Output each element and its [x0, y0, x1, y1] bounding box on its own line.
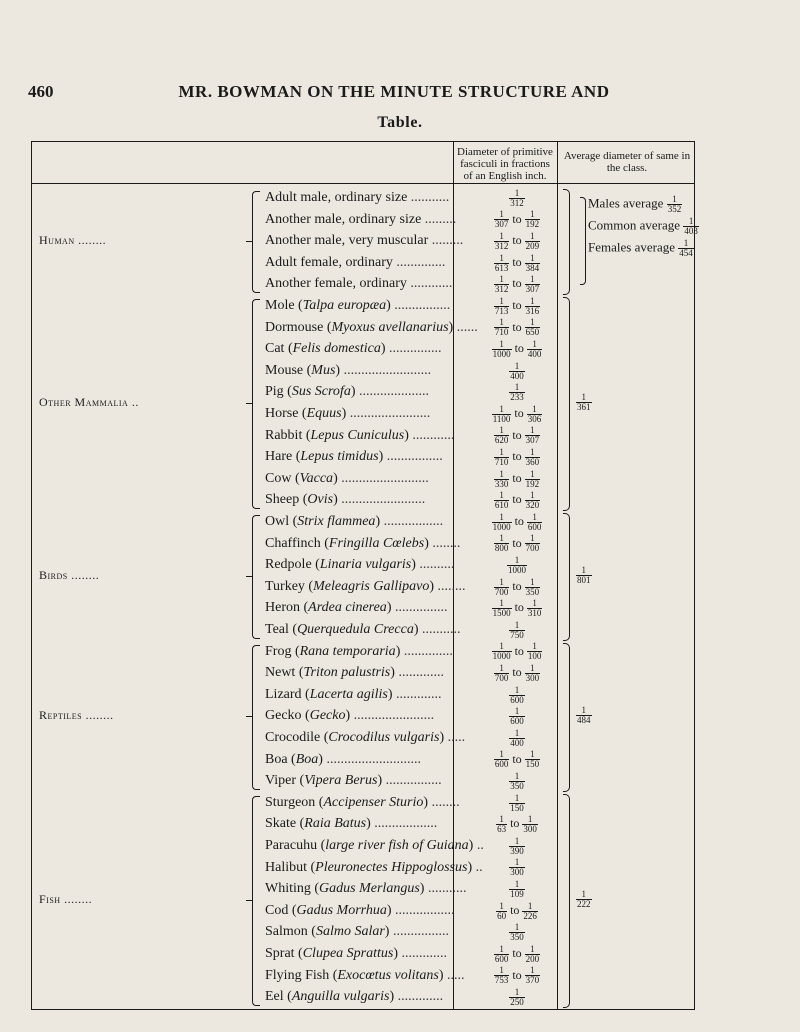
fraction: $\frac{1}{800}$ [494, 533, 509, 554]
species-name: Eel (Anguilla vulgaris) ............. [265, 989, 444, 1005]
fraction: $\frac{1}{306}$ [527, 403, 542, 424]
diameter-value: $\frac{1}{60}$ to $\frac{1}{226}$ [497, 900, 537, 921]
species-name: Whiting (Gadus Merlangus) ........... [265, 881, 467, 897]
table-row [32, 857, 696, 878]
diameter-value: $\frac{1}{600}$ to $\frac{1}{200}$ [494, 943, 540, 964]
species-name: Horse (Equus) ....................... [265, 406, 431, 421]
fraction: $\frac{1}{360}$ [525, 446, 540, 467]
diameter-value: $\frac{1}{713}$ to $\frac{1}{316}$ [494, 295, 540, 316]
group-label: Birds ........ [39, 567, 100, 582]
average-brace [563, 189, 570, 295]
human-sub-average: Males average $\frac{1}{352}$ [588, 194, 682, 214]
table-row [32, 468, 696, 489]
species-name: Halibut (Pleuronectes Hippoglossus) .. [265, 859, 483, 875]
table-row [32, 792, 696, 813]
species-name: Rabbit (Lepus Cuniculus) ............ [265, 427, 455, 443]
fraction: $\frac{1}{150}$ [510, 792, 524, 813]
average-brace [563, 513, 570, 641]
species-name: Adult male, ordinary size ........... [265, 190, 450, 205]
group-label: Reptiles ........ [39, 708, 114, 723]
table-row [32, 705, 696, 726]
table-row [32, 317, 696, 338]
diameter-value [457, 921, 577, 942]
running-title: MR. BOWMAN ON THE MINUTE STRUCTURE AND [178, 82, 610, 101]
fraction: $\frac{1}{307}$ [494, 209, 509, 230]
fraction: $\frac{1}{192}$ [525, 468, 540, 489]
fraction: $\frac{1}{403}$ [684, 216, 698, 236]
group-label: Other Mammalia .. [39, 395, 139, 409]
species-name: Mole (Talpa europæa) ................ [265, 298, 451, 313]
species-name: Viper (Vipera Berus) ................ [265, 773, 442, 789]
species-name: Crocodile (Crocodilus vulgaris) ..... [265, 730, 466, 745]
table-row [32, 338, 696, 359]
fraction: $\frac{1}{713}$ [494, 295, 509, 316]
average-brace [563, 643, 570, 792]
class-average [576, 566, 592, 585]
table-row [32, 986, 696, 1007]
species-name: Frog (Rana temporaria) .............. [265, 643, 453, 659]
page-number: 460 [28, 82, 54, 101]
diameter-value [457, 684, 577, 705]
fraction: $\frac{1}{316}$ [525, 295, 540, 316]
fraction: $\frac{1}{1500}$ [492, 598, 511, 619]
fraction: $\frac{1}{312}$ [494, 274, 509, 295]
diameter-value [457, 554, 577, 575]
fraction: $\frac{1}{320}$ [525, 490, 540, 511]
fraction: $\frac{1}{63}$ [497, 814, 507, 835]
table-row [32, 403, 696, 424]
species-name: Pig (Sus Scrofa) .................... [265, 384, 429, 400]
fraction: $\frac{1}{100}$ [527, 641, 542, 662]
diameter-value: $\frac{1}{710}$ to $\frac{1}{360}$ [494, 446, 540, 467]
diameter-value: $\frac{1}{700}$ to $\frac{1}{300}$ [494, 662, 540, 683]
species-name: Redpole (Linaria vulgaris) .......... [265, 557, 455, 573]
diameter-value: $\frac{1}{700}$ to $\frac{1}{350}$ [494, 576, 540, 597]
fraction: $\frac{1}{350}$ [510, 922, 524, 943]
fraction: $\frac{1}{610}$ [494, 490, 509, 511]
table-row [32, 965, 696, 986]
average-brace [563, 794, 570, 1008]
fraction: $\frac{1}{312}$ [494, 230, 509, 251]
diameter-column-header: Diameter of primitive fasciculi in fractions of an English inch. [457, 146, 553, 182]
group-label: Human ........ [39, 233, 107, 247]
table-row [32, 425, 696, 446]
fraction: $\frac{1}{1000}$ [508, 554, 526, 575]
page-header [28, 82, 760, 108]
species-name: Another male, ordinary size ......... [265, 211, 457, 227]
table-row [32, 511, 696, 532]
table-row [32, 727, 696, 748]
class-average [576, 393, 592, 412]
fraction: $\frac{1}{613}$ [494, 252, 509, 273]
fraction: $\frac{1}{300}$ [525, 662, 540, 683]
class-average [576, 890, 592, 909]
fraction: $\frac{1}{400}$ [510, 360, 524, 381]
fraction: $\frac{1}{400}$ [510, 727, 524, 748]
fraction: $\frac{1}{700}$ [525, 533, 540, 554]
fraction: $\frac{1}{400}$ [527, 338, 542, 359]
species-name: Salmon (Salmo Salar) ................ [265, 924, 449, 940]
species-name: Chaffinch (Fringilla Cœlebs) ........ [265, 535, 461, 551]
diameter-value: $\frac{1}{1000}$ to $\frac{1}{600}$ [492, 511, 542, 532]
table-row [32, 835, 696, 856]
fraction: $\frac{1}{454}$ [679, 238, 693, 258]
table-row [32, 749, 696, 770]
fraction: $\frac{1}{361}$ [577, 392, 591, 412]
fraction: $\frac{1}{233}$ [510, 382, 524, 403]
species-name: Cow (Vacca) ......................... [265, 470, 429, 486]
diameter-value: $\frac{1}{620}$ to $\frac{1}{307}$ [494, 425, 540, 446]
fraction: $\frac{1}{60}$ [497, 900, 507, 921]
diameter-value [457, 187, 577, 208]
group-label: Fish ........ [39, 891, 93, 906]
table-row [32, 295, 696, 316]
human-sub-average: Common average $\frac{1}{403}$ [588, 216, 698, 236]
table-row [32, 554, 696, 575]
species-name: Owl (Strix flammea) ................. [265, 514, 444, 529]
diameter-value: $\frac{1}{1100}$ to $\frac{1}{306}$ [492, 403, 542, 424]
species-name: Teal (Querquedula Crecca) ........... [265, 622, 461, 637]
fraction: $\frac{1}{222}$ [577, 888, 591, 909]
species-name: Newt (Triton palustris) ............. [265, 665, 444, 681]
fraction: $\frac{1}{484}$ [577, 705, 591, 726]
diameter-value: $\frac{1}{1000}$ to $\frac{1}{400}$ [492, 338, 542, 359]
species-name: Flying Fish (Exocœtus volitans) ..... [265, 967, 465, 983]
average-column-header: Average diameter of same in the class. [563, 150, 691, 174]
fraction: $\frac{1}{307}$ [525, 274, 540, 295]
fraction: $\frac{1}{330}$ [494, 468, 509, 489]
table-row [32, 943, 696, 964]
diameter-value: $\frac{1}{600}$ to $\frac{1}{150}$ [494, 749, 540, 770]
human-average-brace [580, 197, 586, 285]
diameter-value: $\frac{1}{613}$ to $\frac{1}{384}$ [494, 252, 540, 273]
table-row [32, 662, 696, 683]
table-row [32, 813, 696, 834]
species-name: Another male, very muscular ......... [265, 233, 464, 249]
header-rule [32, 183, 694, 184]
diameter-value [457, 878, 577, 899]
table-row [32, 619, 696, 640]
species-name: Gecko (Gecko) ....................... [265, 708, 435, 724]
diameter-value: $\frac{1}{610}$ to $\frac{1}{320}$ [494, 490, 540, 511]
fraction: $\frac{1}{384}$ [525, 252, 540, 273]
fraction: $\frac{1}{801}$ [577, 564, 591, 585]
fraction: $\frac{1}{710}$ [494, 446, 509, 467]
diameter-value: $\frac{1}{307}$ to $\frac{1}{192}$ [494, 209, 540, 230]
table-row [32, 684, 696, 705]
diameter-value [457, 792, 577, 813]
human-sub-average: Females average $\frac{1}{454}$ [588, 238, 693, 258]
fraction: $\frac{1}{1000}$ [492, 641, 511, 662]
fraction: $\frac{1}{350}$ [510, 770, 524, 791]
diameter-value: $\frac{1}{800}$ to $\frac{1}{700}$ [494, 533, 540, 554]
average-brace [563, 297, 570, 511]
fraction: $\frac{1}{250}$ [510, 986, 524, 1007]
fraction: $\frac{1}{150}$ [525, 749, 540, 770]
table-row [32, 273, 696, 294]
species-name: Cod (Gadus Morrhua) ................. [265, 902, 455, 918]
fraction: $\frac{1}{307}$ [525, 425, 540, 446]
table-row [32, 489, 696, 510]
species-name: Turkey (Meleagris Gallipavo) ........ [265, 578, 466, 594]
fraction: $\frac{1}{209}$ [525, 230, 540, 251]
fraction: $\frac{1}{700}$ [494, 662, 509, 683]
diameter-value [457, 770, 577, 791]
fraction: $\frac{1}{600}$ [494, 749, 509, 770]
class-average [576, 706, 592, 725]
diameter-value: $\frac{1}{312}$ to $\frac{1}{209}$ [494, 230, 540, 251]
fraction: $\frac{1}{312}$ [510, 187, 524, 208]
species-name: Paracuhu (large river fish of Guiana) .. [265, 838, 484, 853]
fraction: $\frac{1}{310}$ [527, 598, 542, 619]
species-name: Heron (Ardea cinerea) ............... [265, 600, 448, 616]
table-row [32, 533, 696, 554]
species-name: Skate (Raia Batus) .................. [265, 816, 438, 832]
fraction: $\frac{1}{750}$ [510, 619, 524, 640]
diameter-value [457, 360, 577, 381]
fraction: $\frac{1}{350}$ [525, 576, 540, 597]
fraction: $\frac{1}{600}$ [494, 943, 509, 964]
table-row [32, 770, 696, 791]
diameter-value [457, 381, 577, 402]
fraction: $\frac{1}{710}$ [494, 317, 509, 338]
diameter-value [457, 986, 577, 1007]
table-row [32, 878, 696, 899]
fraction: $\frac{1}{1000}$ [492, 338, 511, 359]
species-name: Sheep (Ovis) ........................ [265, 492, 426, 508]
species-name: Cat (Felis domestica) ............... [265, 341, 442, 357]
fraction: $\frac{1}{390}$ [510, 835, 524, 856]
diameter-value [457, 727, 577, 748]
species-name: Another female, ordinary ............ [265, 276, 453, 292]
diameter-value [457, 857, 577, 878]
diameter-value: $\frac{1}{330}$ to $\frac{1}{192}$ [494, 468, 540, 489]
fraction: $\frac{1}{620}$ [494, 425, 509, 446]
species-name: Sturgeon (Accipenser Sturio) ........ [265, 794, 460, 810]
fraction: $\frac{1}{300}$ [510, 857, 524, 878]
table-row [32, 921, 696, 942]
fraction: $\frac{1}{109}$ [510, 878, 524, 899]
species-name: Hare (Lepus timidus) ................ [265, 449, 443, 465]
diameter-value: $\frac{1}{63}$ to $\frac{1}{300}$ [497, 814, 537, 835]
diameter-value [457, 619, 577, 640]
fraction: $\frac{1}{192}$ [525, 209, 540, 230]
fraction: $\frac{1}{200}$ [525, 943, 540, 964]
fraction: $\frac{1}{700}$ [494, 576, 509, 597]
table-row [32, 360, 696, 381]
species-name: Lizard (Lacerta agilis) ............. [265, 686, 442, 702]
species-name: Sprat (Clupea Sprattus) ............. [265, 946, 448, 961]
table-row [32, 597, 696, 618]
diameter-value: $\frac{1}{753}$ to $\frac{1}{370}$ [494, 965, 540, 986]
fraction: $\frac{1}{600}$ [527, 511, 542, 532]
diameter-value [457, 705, 577, 726]
data-table [31, 141, 698, 1010]
fraction: $\frac{1}{753}$ [494, 965, 509, 986]
fraction: $\frac{1}{600}$ [510, 706, 524, 727]
table-row [32, 446, 696, 467]
diameter-value: $\frac{1}{1500}$ to $\frac{1}{310}$ [492, 598, 542, 619]
table-row [32, 576, 696, 597]
species-name: Boa (Boa) ........................... [265, 751, 421, 767]
table-row [32, 900, 696, 921]
fraction: $\frac{1}{650}$ [525, 317, 540, 338]
diameter-value: $\frac{1}{312}$ to $\frac{1}{307}$ [494, 274, 540, 295]
table-heading: Table. [377, 114, 423, 131]
fraction: $\frac{1}{226}$ [523, 900, 537, 921]
fraction: $\frac{1}{1100}$ [492, 403, 511, 424]
fraction: $\frac{1}{600}$ [510, 684, 524, 705]
fraction: $\frac{1}{352}$ [667, 194, 682, 214]
diameter-value: $\frac{1}{1000}$ to $\frac{1}{100}$ [492, 641, 542, 662]
fraction: $\frac{1}{1000}$ [492, 511, 511, 532]
species-name: Mouse (Mus) ......................... [265, 362, 432, 378]
diameter-value [457, 835, 577, 856]
fraction: $\frac{1}{370}$ [525, 965, 540, 986]
diameter-value: $\frac{1}{710}$ to $\frac{1}{650}$ [494, 317, 540, 338]
species-name: Dormouse (Myoxus avellanarius) ...... [265, 319, 478, 335]
species-name: Adult female, ordinary .............. [265, 254, 446, 270]
table-row [32, 381, 696, 402]
table-row [32, 641, 696, 662]
fraction: $\frac{1}{300}$ [523, 814, 537, 835]
